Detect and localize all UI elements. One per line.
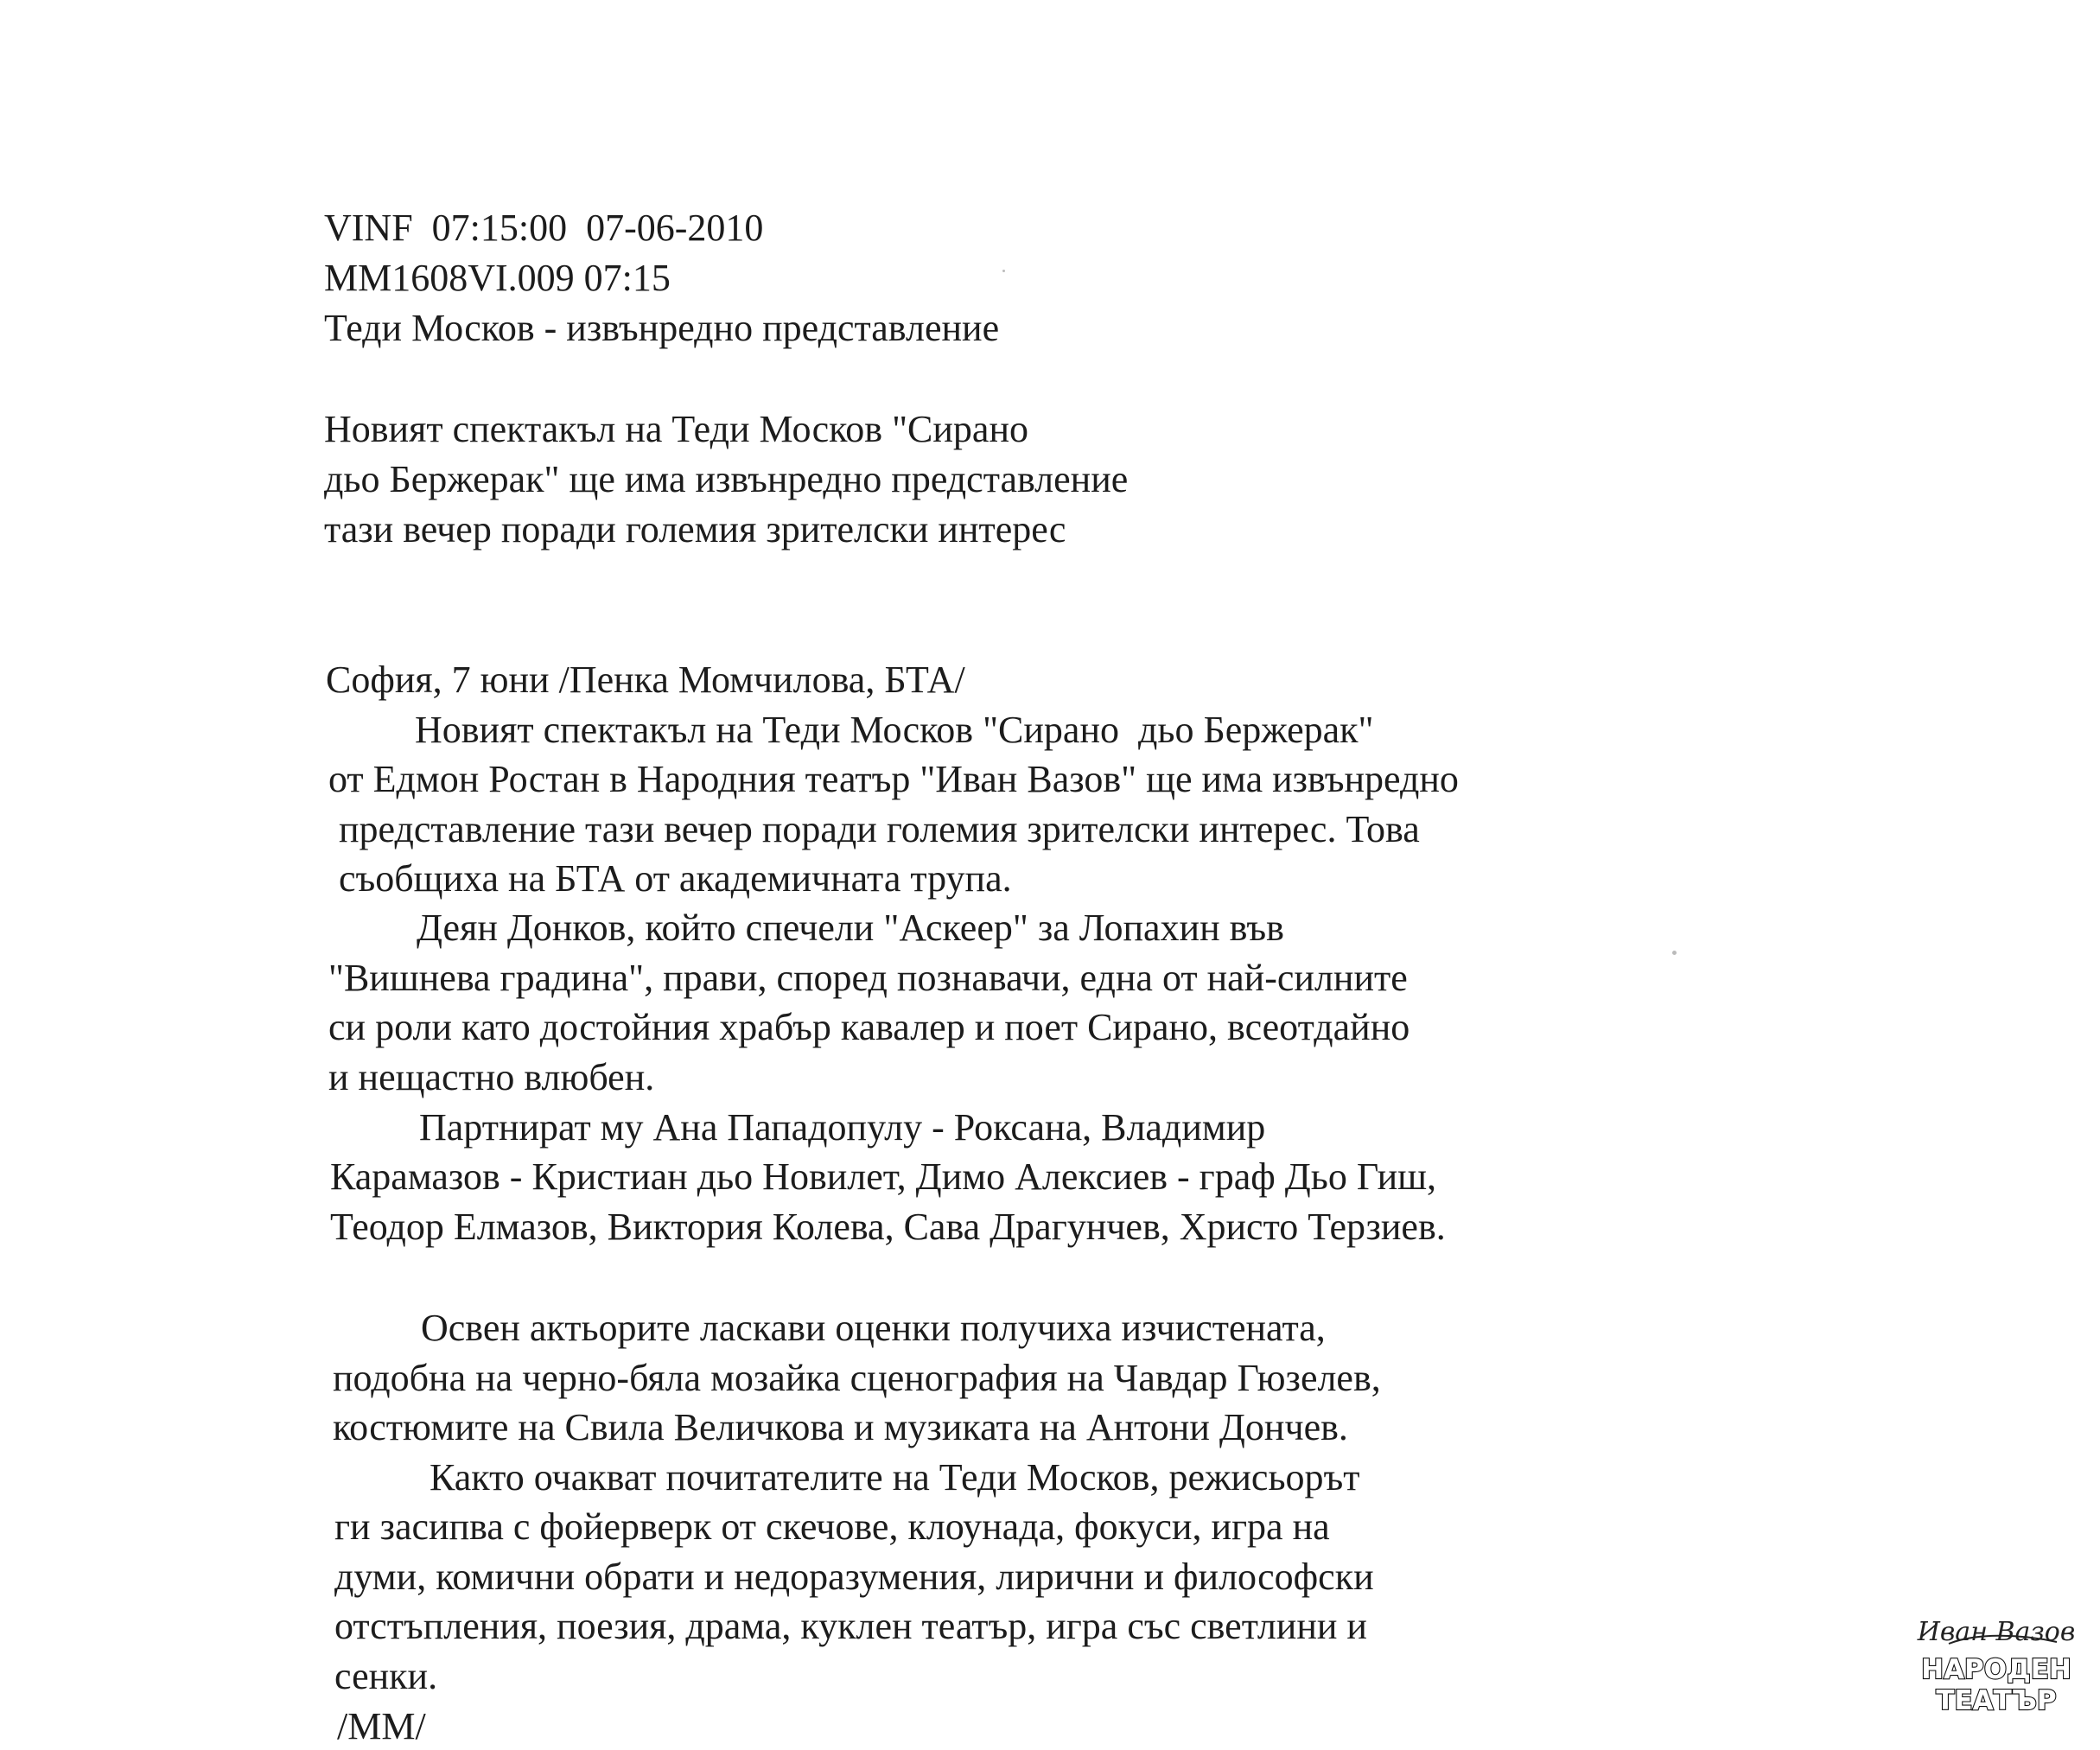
body-line: Освен актьорите ласкави оценки получиха изчистената, xyxy=(421,1307,1326,1349)
logo-line1: НАРОДЕН xyxy=(1921,1654,2071,1685)
body-line: от Едмон Ростан в Народния театър "Иван Вазов" ще има извънредно xyxy=(328,758,1459,800)
headline: Теди Москов - извънредно представление xyxy=(324,307,1000,349)
logo-line2: ТЕАТЪР xyxy=(1936,1685,2057,1716)
body-line: Новият спектакъл на Теди Москов "Сирано дьо Бержерак" xyxy=(415,709,1374,751)
code-line: MM1608VI.009 07:15 xyxy=(324,257,671,299)
logo-signature: Иван Вазов xyxy=(1917,1617,2076,1647)
body-line: Теодор Елмазов, Виктория Колева, Сава Драгунчев, Христо Терзиев. xyxy=(330,1206,1446,1248)
body-line: и нещастно влюбен. xyxy=(328,1056,655,1098)
theatre-logo-graphic xyxy=(1914,1607,2078,1720)
body-line: представление тази вечер поради големия зрителски интерес. Това xyxy=(339,808,1420,850)
body-line: си роли като достойния храбър кавалер и поет Сирано, всеотдайно xyxy=(328,1006,1410,1048)
slug-line: VINF 07:15:00 07-06-2010 xyxy=(324,207,764,249)
body-line: отстъпления, поезия, драма, куклен театър, игра със светлини и xyxy=(334,1605,1367,1647)
summary-line: дьо Бержерак" ще има извънредно представление xyxy=(324,458,1129,500)
scan-speck xyxy=(1002,270,1005,272)
scan-speck xyxy=(1672,951,1677,955)
sign-off: /MM/ xyxy=(337,1705,426,1747)
summary-line: Новият спектакъл на Теди Москов "Сирано xyxy=(324,408,1029,450)
body-line: ги засипва с фойерверк от скечове, клоунада, фокуси, игра на xyxy=(334,1505,1330,1548)
national-theatre-logo xyxy=(1914,1607,2078,1720)
body-line: костюмите на Свила Величкова и музиката на Антони Дончев. xyxy=(333,1406,1348,1448)
body-line: съобщиха на БТА от академичната трупа. xyxy=(339,857,1012,900)
body-line: Както очакват почитателите на Теди Москов, режисьорът xyxy=(430,1456,1360,1499)
body-line: сенки. xyxy=(334,1655,438,1697)
dateline: София, 7 юни /Пенка Момчилова, БТА/ xyxy=(326,659,965,701)
body-line: Партнират му Ана Пападопулу - Роксана, Владимир xyxy=(419,1106,1266,1149)
body-line: "Вишнева градина", прави, според познавачи, една от най-силните xyxy=(328,957,1408,999)
body-line: Деян Донков, който спечели "Аскеер" за Лопахин във xyxy=(417,907,1284,949)
summary-line: тази вечер поради големия зрителски интерес xyxy=(324,508,1066,550)
body-line: думи, комични обрати и недоразумения, лирични и философски xyxy=(334,1556,1374,1598)
body-line: Карамазов - Кристиан дьо Новилет, Димо Алексиев - граф Дьо Гиш, xyxy=(330,1155,1437,1198)
body-line: подобна на черно-бяла мозайка сценография на Чавдар Гюзелев, xyxy=(333,1357,1381,1399)
